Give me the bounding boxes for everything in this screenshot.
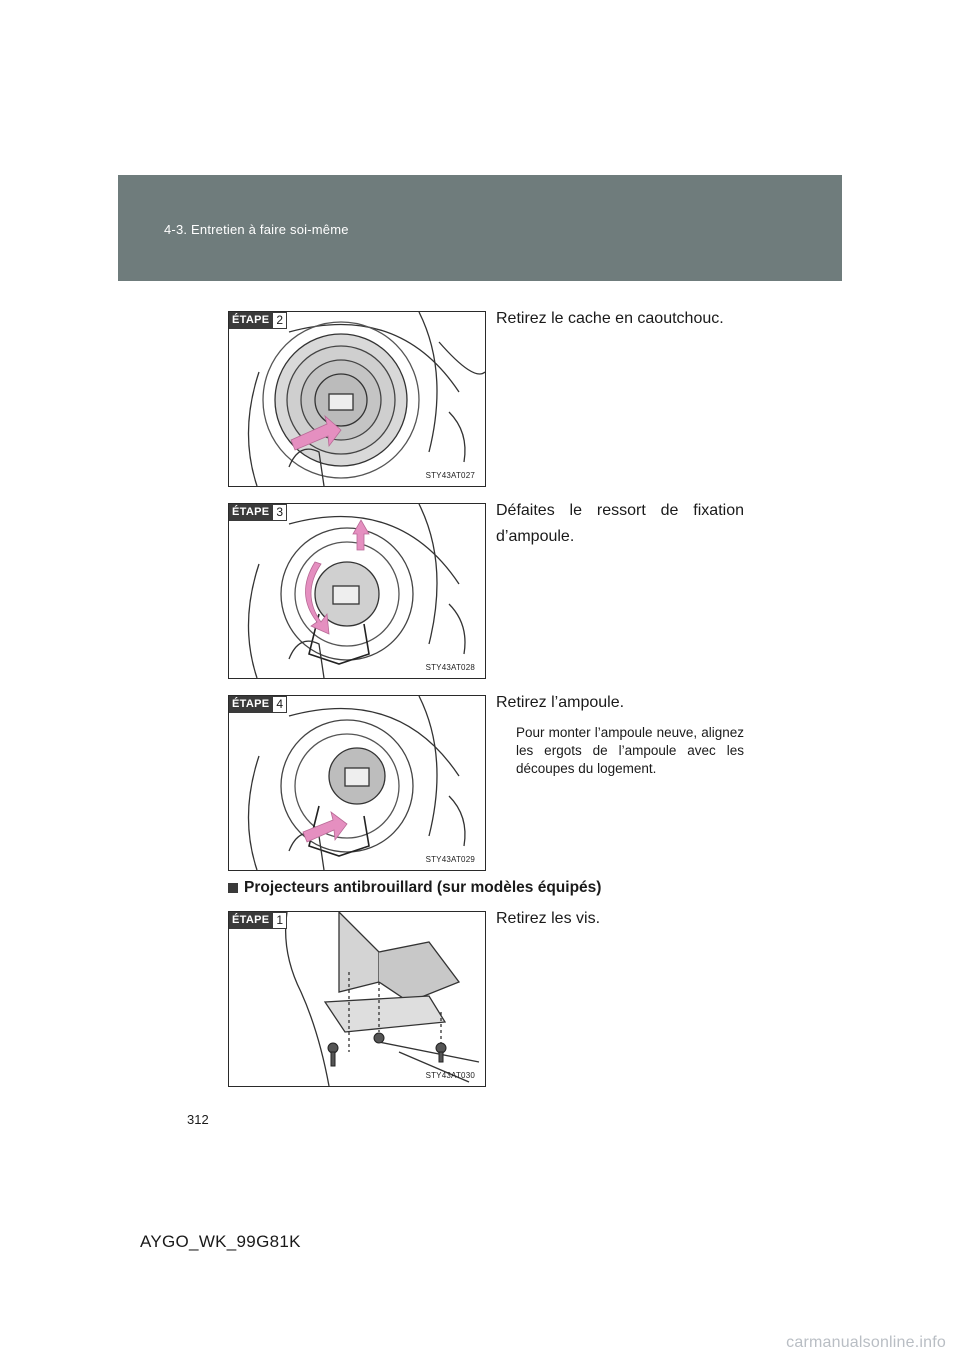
section-title: 4-3. Entretien à faire soi-même bbox=[164, 222, 349, 237]
page-number: 312 bbox=[187, 1112, 209, 1127]
step-number: 1 bbox=[272, 912, 287, 929]
figure-step-2 bbox=[228, 311, 486, 487]
step-number: 3 bbox=[272, 504, 287, 521]
step-3-text-line-2: d’ampoule. bbox=[496, 528, 575, 545]
step-4-text: Retirez l’ampoule. bbox=[496, 694, 625, 711]
square-bullet-icon bbox=[228, 883, 238, 893]
header-band bbox=[118, 175, 842, 281]
bulb-spring-illustration bbox=[229, 504, 485, 678]
step-2-text: Retirez le cache en caoutchouc. bbox=[496, 310, 724, 327]
step-badge-label: ÉTAPE bbox=[229, 912, 272, 929]
step-badge bbox=[229, 312, 287, 329]
figure-step-3 bbox=[228, 503, 486, 679]
figure-step-1 bbox=[228, 911, 486, 1087]
step-badge bbox=[229, 912, 287, 929]
step-4-note: Pour monter l’ampoule neuve, alignez les ergots de l’ampoule avec les découpes du logement. bbox=[516, 725, 744, 776]
section-heading bbox=[228, 879, 601, 897]
figure-code: STY43AT030 bbox=[425, 1071, 475, 1080]
step-number: 2 bbox=[272, 312, 287, 329]
figure-code: STY43AT028 bbox=[425, 663, 475, 672]
fog-lamp-screws-illustration bbox=[229, 912, 485, 1086]
step-3-text bbox=[496, 498, 744, 550]
step-badge-label: ÉTAPE bbox=[229, 696, 272, 713]
figure-code: STY43AT027 bbox=[425, 471, 475, 480]
figure-code: STY43AT029 bbox=[425, 855, 475, 864]
document-code: AYGO_WK_99G81K bbox=[140, 1232, 301, 1251]
watermark: carmanualsonline.info bbox=[786, 1334, 946, 1351]
step-badge bbox=[229, 504, 287, 521]
step-badge bbox=[229, 696, 287, 713]
step-badge-label: ÉTAPE bbox=[229, 312, 272, 329]
step-1-text: Retirez les vis. bbox=[496, 910, 601, 927]
step-3-text-line-1: Défaites le ressort de fixation bbox=[496, 502, 744, 519]
figure-step-4 bbox=[228, 695, 486, 871]
step-badge-label: ÉTAPE bbox=[229, 504, 272, 521]
section-heading-text: Projecteurs antibrouillard (sur modèles équipés) bbox=[244, 879, 602, 896]
rubber-cover-illustration bbox=[229, 312, 485, 486]
step-number: 4 bbox=[272, 696, 287, 713]
bulb-removal-illustration bbox=[229, 696, 485, 870]
